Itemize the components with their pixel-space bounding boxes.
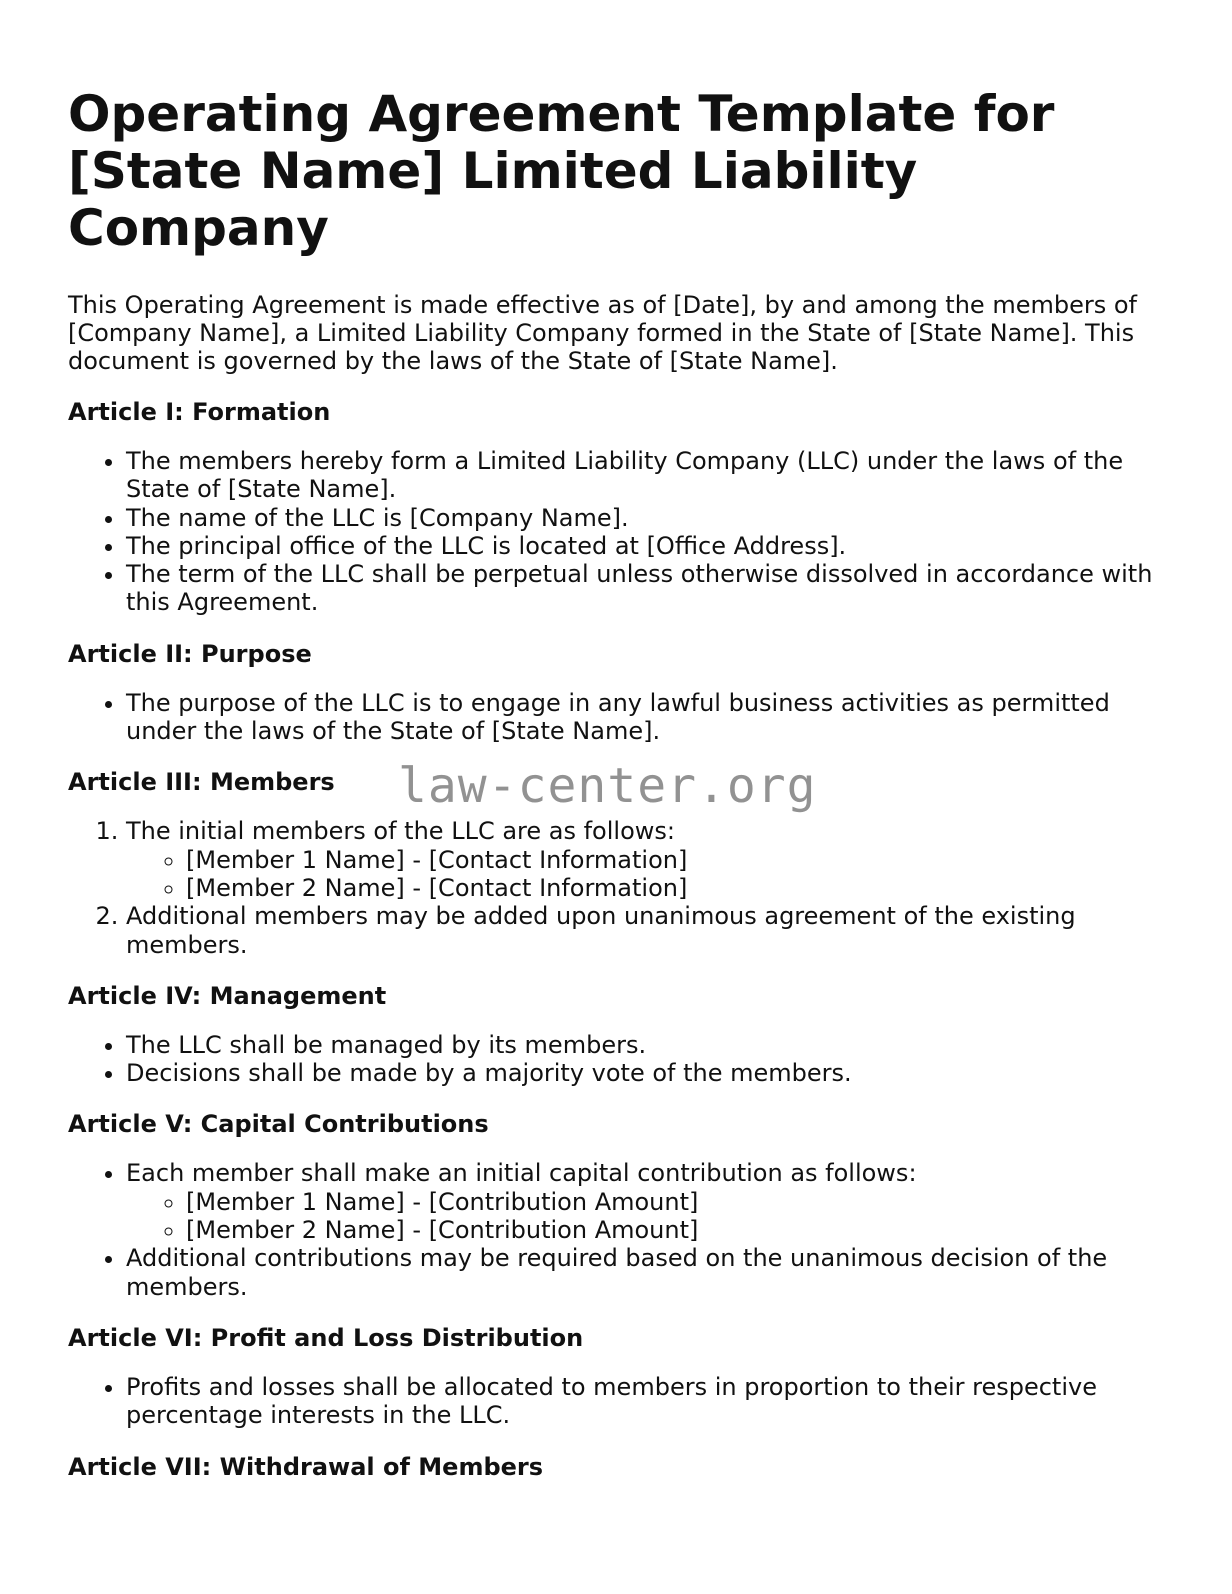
list-item: • The principal office of the LLC is located at [Office Address]. [126, 532, 1168, 560]
sub-list-item: ◦ [Member 1 Name] - [Contact Information] [186, 846, 1168, 874]
list-item [126, 1159, 1168, 1244]
sub-list-item: ◦ [Member 2 Name] - [Contact Information] [186, 874, 1168, 902]
sub-list-item: ◦ [Member 2 Name] - [Contribution Amount] [186, 1216, 1168, 1244]
list-item: • Decisions shall be made by a majority vote of the members. [126, 1059, 1168, 1087]
article-list [68, 1159, 1168, 1300]
sub-list-item: ◦ [Member 1 Name] - [Contribution Amount] [186, 1188, 1168, 1216]
article-heading: Article III: Members [68, 768, 335, 797]
list-item: 2. Additional members may be added upon unanimous agreement of the existing members. [126, 902, 1168, 959]
list-item: • The members hereby form a Limited Liability Company (LLC) under the laws of the State of [State Name]. [126, 447, 1168, 504]
sub-list [126, 1188, 1168, 1245]
article-list [68, 447, 1168, 617]
sub-list [126, 846, 1168, 903]
article-list [68, 1031, 1168, 1088]
article-heading: Article I: Formation [68, 398, 331, 426]
article-list [68, 689, 1168, 746]
list-item: • The term of the LLC shall be perpetual unless otherwise dissolved in accordance with this Agreement. [126, 560, 1168, 617]
list-item-text: Each member shall make an initial capital contribution as follows: [126, 1159, 917, 1188]
list-item: • The LLC shall be managed by its members. [126, 1031, 1168, 1059]
article-heading: Article VI: Profit and Loss Distribution [68, 1323, 584, 1352]
list-item: • Profits and losses shall be allocated to members in proportion to their respective percentage interests in the LLC. [126, 1373, 1168, 1430]
article-heading: Article II: Purpose [68, 639, 312, 668]
article-list [68, 1373, 1168, 1430]
page-title: Operating Agreement Template for [State Name] Limited Liability Company [68, 85, 1055, 257]
watermark: law-center.org [398, 758, 817, 814]
article-heading: Article V: Capital Contributions [68, 1110, 489, 1139]
list-item [126, 817, 1168, 902]
article-heading: Article IV: Management [68, 981, 387, 1010]
list-item-text: The initial members of the LLC are as follows: [126, 817, 675, 846]
intro-paragraph: This Operating Agreement is made effective as of [Date], by and among the members of [Company Name], a Limited Liability Company formed in the State of [State Name]. This document is governed by the laws of the State of [State Name]. [68, 291, 1137, 375]
article-heading: Article VII: Withdrawal of Members [68, 1452, 544, 1481]
list-item: • Additional contributions may be required based on the unanimous decision of the members. [126, 1244, 1168, 1301]
article-list [68, 817, 1168, 958]
list-item: • The name of the LLC is [Company Name]. [126, 504, 1168, 532]
list-item: • The purpose of the LLC is to engage in any lawful business activities as permitted under the laws of the State of [State Name]. [126, 689, 1168, 746]
